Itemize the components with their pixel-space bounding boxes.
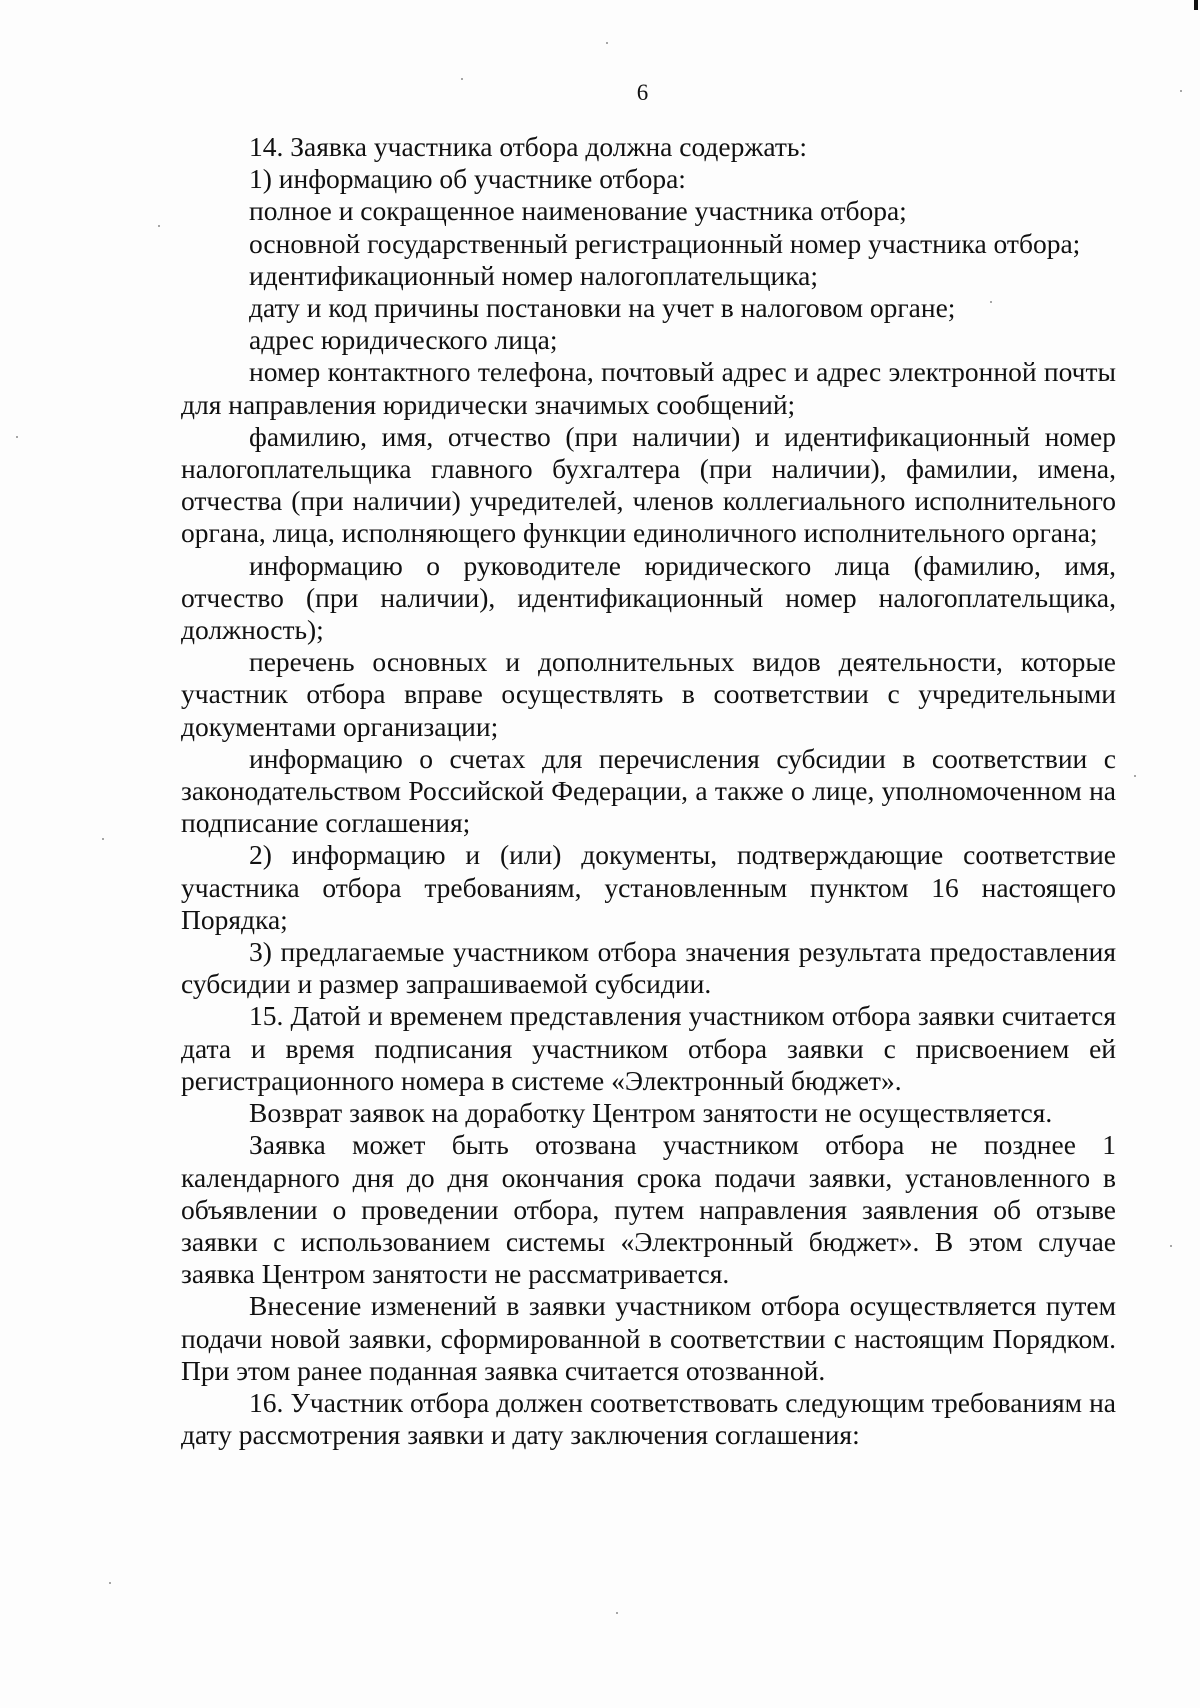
paragraph-activities: перечень основных и дополнительных видов деятельности, которые участник отбора вправе осуществлять в соответствии с учредительными документами организации; — [181, 646, 1116, 742]
scan-speck — [616, 1612, 618, 1614]
scan-edge-mark — [1194, 0, 1198, 10]
paragraph-inn: идентификационный номер налогоплательщика; — [249, 259, 819, 291]
scan-speck — [990, 301, 992, 303]
paragraph-address: адрес юридического лица; — [249, 324, 558, 356]
scan-speck — [109, 1582, 111, 1584]
paragraph-full-name: полное и сокращенное наименование участника отбора; — [249, 195, 907, 227]
scan-speck — [102, 838, 104, 840]
paragraph-accounts: информацию о счетах для перечисления субсидии в соответствии с законодательством Российской Федерации, а также о лице, уполномоченном на подписание соглашения; — [181, 742, 1116, 839]
paragraph-kpp: дату и код причины постановки на учет в налоговом органе; — [249, 292, 956, 324]
scan-speck — [461, 78, 463, 80]
document-body — [181, 131, 1116, 1451]
page-number: 6 — [636, 80, 649, 105]
paragraph-item-3: 3) предлагаемые участником отбора значения результата предоставления субсидии и размер запрашиваемой субсидии. — [181, 936, 1116, 1000]
paragraph-15: 15. Датой и временем представления участником отбора заявки считается дата и время подписания участником отбора заявки с присвоением ей регистрационного номера в системе «Электронный бюджет». — [181, 1000, 1116, 1096]
paragraph-accountant: фамилию, имя, отчество (при наличии) и идентификационный номер налогоплательщика главного бухгалтера (при наличии), фамилии, имена, отчества (при наличии) учредителей, членов коллегиального исполнительного органа, лица, исполняющего функции единоличного исполнительного органа; — [181, 420, 1116, 549]
paragraph-16: 16. Участник отбора должен соответствовать следующим требованиям на дату рассмотрения заявки и дату заключения соглашения: — [181, 1386, 1116, 1451]
paragraph-contacts: номер контактного телефона, почтовый адрес и адрес электронной почты для направления юридически значимых сообщений; — [181, 356, 1116, 420]
paragraph-item-2: 2) информацию и (или) документы, подтверждающие соответствие участника отбора требованиям, установленным пунктом 16 настоящего Порядка; — [181, 839, 1116, 935]
paragraph-return: Возврат заявок на доработку Центром занятости не осуществляется. — [249, 1097, 1053, 1129]
paragraph-ogrn: основной государственный регистрационный номер участника отбора; — [249, 227, 1081, 259]
scan-speck — [1170, 1245, 1172, 1247]
scan-speck — [1180, 90, 1182, 92]
paragraph-changes: Внесение изменений в заявки участником отбора осуществляется путем подачи новой заявки, сформированной в соответствии с настоящим Порядком. При этом ранее поданная заявка считается отозванной. — [181, 1290, 1116, 1386]
scan-speck — [16, 436, 18, 438]
scan-speck — [606, 42, 608, 44]
paragraph-item-1: 1) информацию об участнике отбора: — [249, 163, 686, 195]
scan-speck — [158, 225, 160, 227]
paragraph-director: информацию о руководителе юридического лица (фамилию, имя, отчество (при наличии), идентификационный номер налогоплательщика, должность); — [181, 549, 1116, 646]
paragraph-withdrawal: Заявка может быть отозвана участником отбора не позднее 1 календарного дня до дня окончания срока подачи заявки, установленного в объявлении о проведении отбора, путем направления заявления об отзыве заявки с использованием системы «Электронный бюджет». В этом случае заявка Центром занятости не рассматривается. — [181, 1129, 1116, 1290]
paragraph-14-heading: 14. Заявка участника отбора должна содержать: — [249, 131, 808, 162]
scan-speck — [1134, 775, 1136, 777]
